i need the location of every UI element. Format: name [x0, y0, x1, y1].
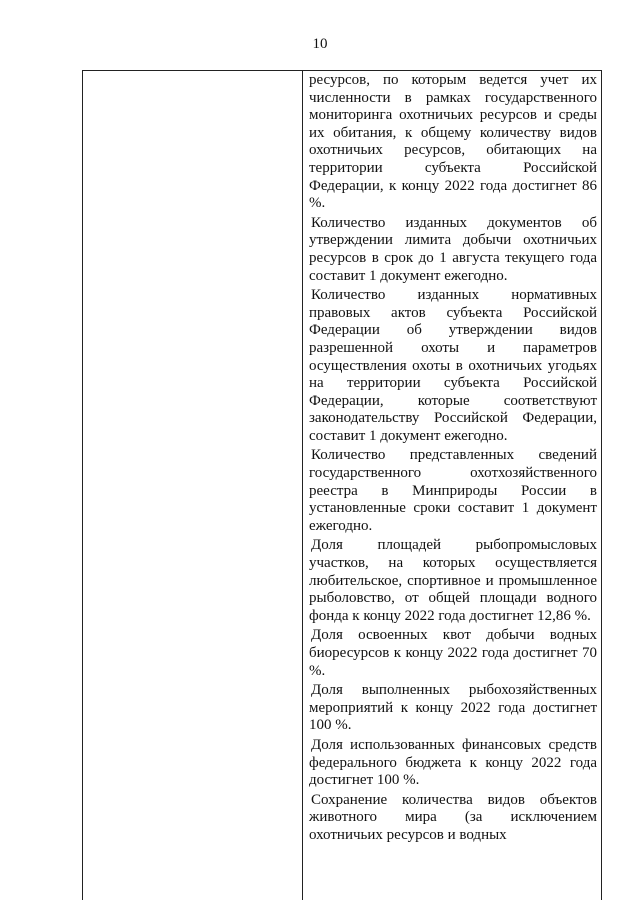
page-number: 10 [312, 36, 328, 52]
paragraph-federal-funds: Доля использованных финансовых средств федерального бюджета к концу 2022 года достигнет 100 %. [309, 736, 597, 789]
paragraph-fishery-measures: Доля выполненных рыбохозяйственных мероприятий к концу 2022 года достигнет 100 %. [309, 682, 597, 734]
paragraph-normative-acts: Количество изданных нормативных правовых актов субъекта Российской Федерации об утверждении видов разрешенной охоты и параметров осуществления охоты в охотничьих угодьях на территории субъекта Российской Федерации, которые соответствуют законодательству Российской Федерации, составит 1 документ ежегодно. [309, 287, 597, 444]
paragraph-species-preservation: Сохранение количества видов объектов животного мира (за исключением охотничьих ресурсов и водных [309, 791, 597, 843]
paragraph-quota-share: Доля освоенных квот добычи водных биоресурсов к концу 2022 года достигнет 70 %. [309, 627, 597, 679]
document-table [82, 70, 602, 900]
paragraph-limit-documents: Количество изданных документов об утверждении лимита добычи охотничьих ресурсов в срок до 1 августа текущего года составит 1 документ ежегодно. [309, 214, 597, 284]
paragraph-fishing-areas: Доля площадей рыбопромысловых участков, на которых осуществляется любительское, спортивное и промышленное рыболовство, от общей площади водного фонда к концу 2022 года достигнет 12,86 %. [309, 537, 597, 624]
paragraph-monitoring-share: ресурсов, по которым ведется учет их численности в рамках государственного мониторинга охотничьих ресурсов и среды их обитания, к общему количеству видов охотничьих ресурсов, обитающих на территории субъекта Российской Федерации, к концу 2022 года достигнет 86 %. [309, 72, 597, 212]
table-left-cell [83, 71, 303, 900]
paragraph-registry-data: Количество представленных сведений государственного охотхозяйственного реестра в Минприроды России в установленные сроки составит 1 документ ежегодно. [309, 447, 597, 534]
table-right-cell [303, 71, 601, 900]
